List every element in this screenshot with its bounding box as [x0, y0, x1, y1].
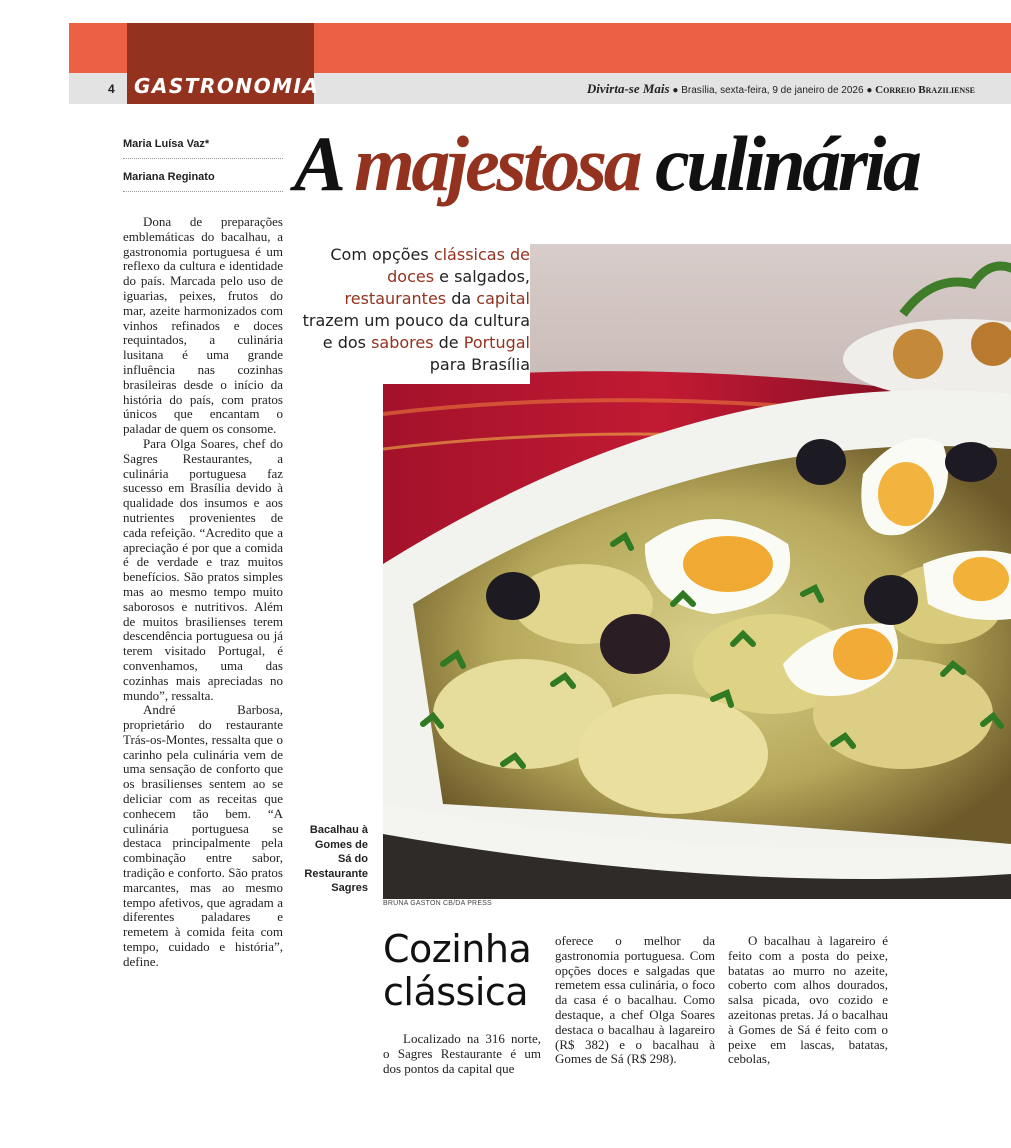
body-column-2: [383, 1032, 541, 1076]
author-divider: [123, 191, 283, 192]
deck-text-part: de: [433, 333, 464, 352]
deck-highlight: clássicas de doces: [387, 245, 530, 286]
body-paragraph: Para Olga Soares, chef do Sagres Restaurantes, a culinária portuguesa faz sucesso em Brasília devido à qualidade dos insumos e aos nutrientes provenientes de cada refeição. “Acredito que a apreciação é por que a comida é de verdade e traz muitos benefícios. São pratos simples mas ao mesmo tempo muito saborosos e nutritivos. Além de muitos brasilienses terem descendência portuguesa ou já terem visitado Portugal, é convenhamos, uma das cozinhas mais apreciadas no mundo”, ressalta.: [123, 435, 283, 703]
headline-part: A: [294, 120, 355, 207]
dateline: [587, 81, 975, 97]
headline-accent-word: majestosa: [354, 120, 640, 207]
body-paragraph: O bacalhau à lagareiro é feito com a posta do peixe, batatas ao murro no azeite, coberto com alhos dourados, salsa picada, ovo cozido e azeitonas pretas. Já o bacalhau à Gomes de Sá é feito com o peixe em lascas, batatas, cebolas,: [728, 933, 888, 1067]
deck-text-part: Com opções: [330, 245, 434, 264]
subheading: Cozinha clássica: [383, 927, 532, 1014]
deck-text-part: da: [446, 289, 477, 308]
date-text: Brasília, sexta-feira, 9 de janeiro de 2026: [681, 85, 864, 96]
bullet-separator: ●: [672, 85, 682, 96]
headline-part: culinária: [639, 120, 919, 207]
supplement-name: Divirta-se Mais: [586, 81, 670, 96]
deck-highlight: Portugal: [463, 333, 530, 352]
body-column-4: [728, 934, 888, 1067]
deck-text-part: trazem um pouco da cultura e dos: [302, 311, 530, 352]
body-paragraph: oferece o melhor da gastronomia portuguesa. Com opções doces e salgadas que remetem essa culinária, o foco da casa é o bacalhau. Como destaque, a chef Olga Soares destaca o bacalhau à lagareiro (R$ 382) e o bacalhau à Gomes de Sá (R$ 298).: [555, 933, 715, 1067]
body-paragraph: André Barbosa, proprietário do restaurante Trás-os-Montes, ressalta que o carinho pela culinária vem de uma sensação de conforto que os brasilienses sentem ao se deliciar com as receitas que conhecem tão bem. “A culinária portuguesa se destaca principalmente pela combinação entre sabor, tradição e conforto. São pratos marcantes, mas ao mesmo tempo afetivos, que agradam a diferentes paladares e remetem à comida feita com tempo, cuidado e história”, define.: [123, 702, 283, 969]
deck-text: [290, 244, 530, 384]
author-divider: [123, 158, 283, 159]
headline: [294, 120, 919, 207]
deck-highlight: sabores: [371, 333, 434, 352]
deck-text-part: para Brasília: [429, 355, 530, 374]
author-byline: Maria Luísa Vaz*: [123, 138, 210, 150]
body-column-1: [123, 215, 283, 970]
body-paragraph: Localizado na 316 norte, o Sagres Restaurante é um dos pontos da capital que: [383, 1031, 541, 1076]
photo-caption: Bacalhau à Gomes de Sá do Restaurante Sagres: [304, 824, 368, 894]
newspaper-name: Correio Braziliense: [875, 84, 975, 96]
deck-highlight: capital: [476, 289, 530, 308]
page-number: 4: [108, 82, 115, 96]
deck-text-part: e salgados,: [434, 267, 530, 286]
author-byline: Mariana Reginato: [123, 171, 215, 183]
deck-highlight: restaurantes: [344, 289, 447, 308]
photo-credit: BRUNA GASTON CB/DA PRESS: [383, 900, 492, 907]
body-column-3: [555, 934, 715, 1067]
body-paragraph: Dona de preparações emblemáticas do bacalhau, a gastronomia portuguesa é um reflexo da cultura e identidade do país. Marcada pelo uso de iguarias, peixes, frutos do mar, azeite harmonizados com vinhos refinados e doces requintados, a culinária lusitana é uma grande influência nas cozinhas brasileiras desde o início da história do país, com pratos únicos que encantam o paladar de quem os consome.: [123, 214, 283, 437]
section-label: GASTRONOMIA: [134, 74, 320, 98]
bullet-separator: ●: [866, 85, 876, 96]
